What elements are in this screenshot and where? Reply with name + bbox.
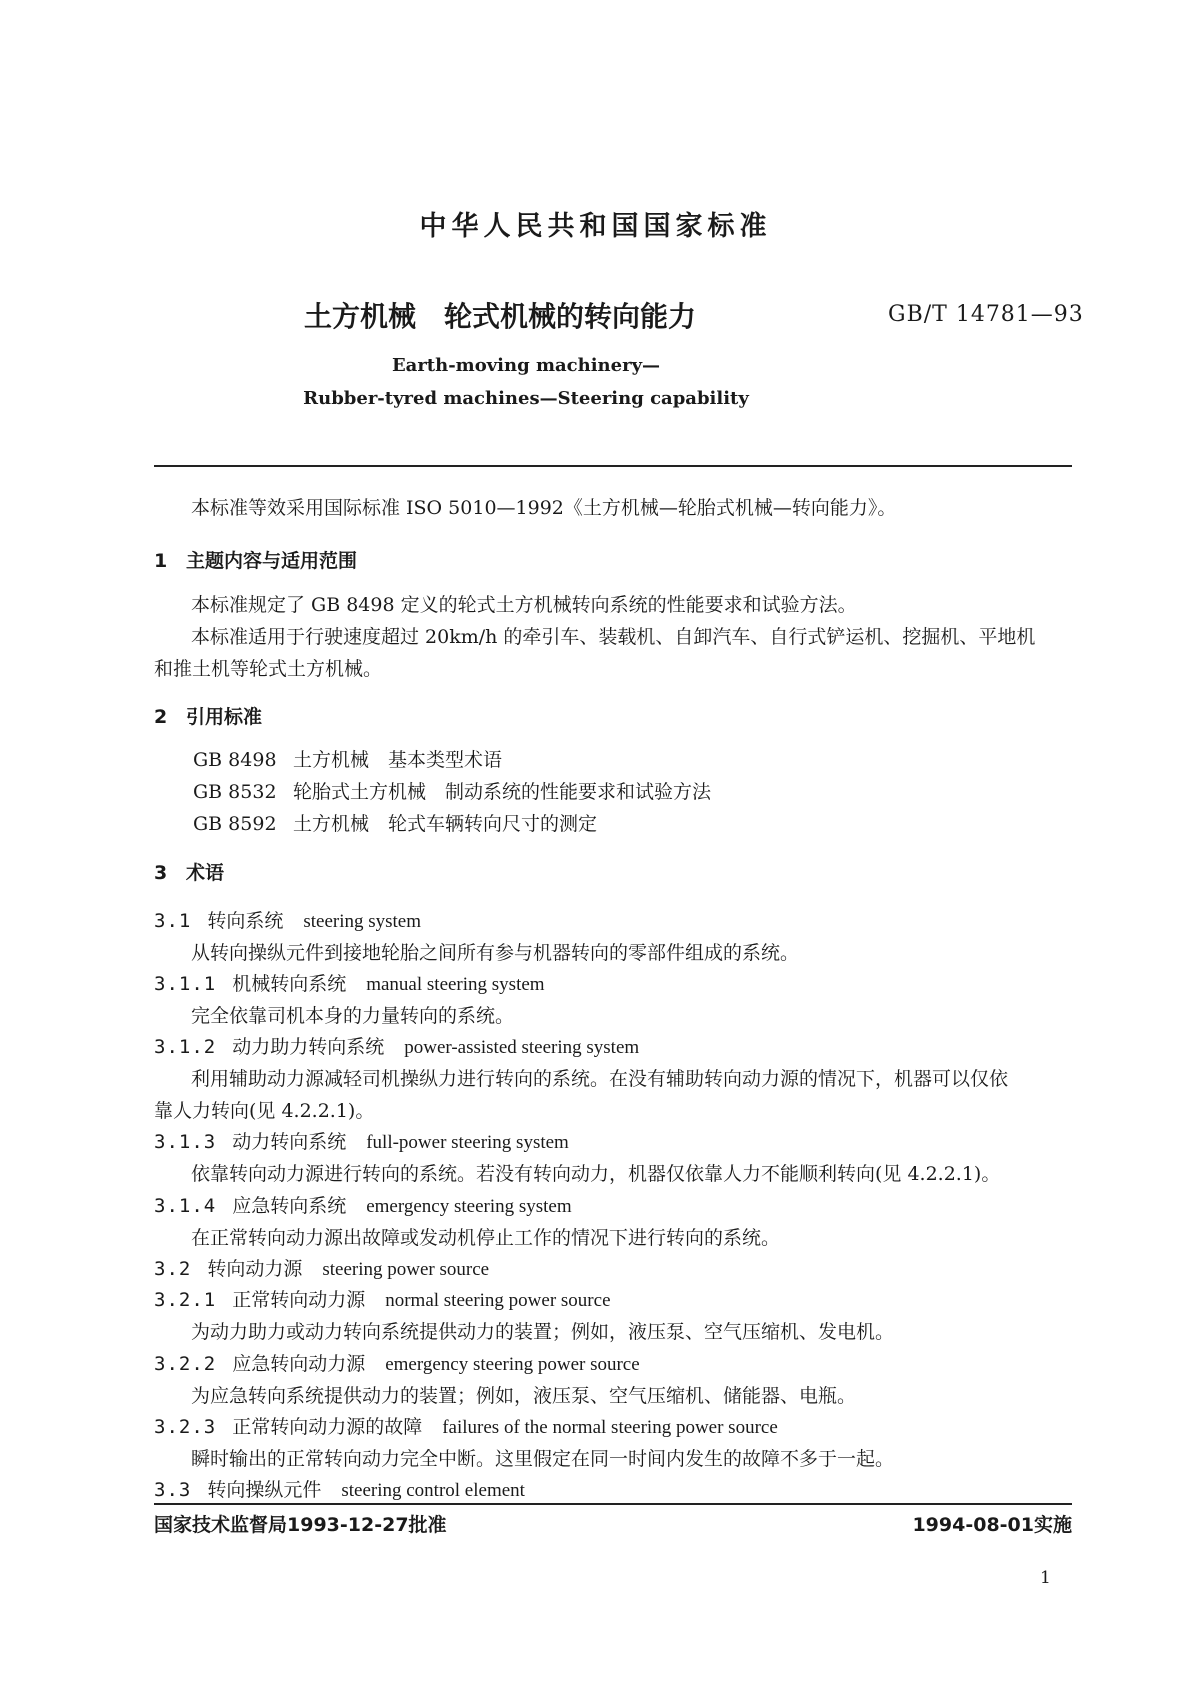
term-en: steering control element xyxy=(341,1480,525,1501)
term-en: full-power steering system xyxy=(366,1132,569,1153)
standard-number: GB/T 14781—93 xyxy=(888,302,1084,327)
section-number: 3 xyxy=(154,862,168,884)
document-title-cn: 土方机械 轮式机械的转向能力 xyxy=(304,300,697,333)
section-title: 术语 xyxy=(186,862,225,884)
national-standard-heading: 中华人民共和国国家标准 xyxy=(419,211,772,242)
header-rule xyxy=(154,465,1072,467)
term-en: emergency steering system xyxy=(366,1196,572,1217)
section-number: 1 xyxy=(154,550,168,572)
section-1-heading xyxy=(154,546,357,573)
document-title-en-line1: Earth-moving machinery— xyxy=(391,355,661,376)
term-number: 3.3 xyxy=(154,1479,192,1501)
term-definition: 利用辅助动力源减轻司机操纵力进行转向的系统。在没有辅助转向动力源的情况下，机器可以仅依 xyxy=(191,1068,1009,1090)
footer-rule xyxy=(154,1503,1072,1505)
reference-item xyxy=(193,745,502,772)
term-en: manual steering system xyxy=(366,974,545,995)
section-title: 主题内容与适用范围 xyxy=(186,550,358,572)
document-title-en-line2: Rubber-tyred machines—Steering capability xyxy=(303,388,749,409)
term-entry xyxy=(154,1254,489,1281)
term-definition: 在正常转向动力源出故障或发动机停止工作的情况下进行转向的系统。 xyxy=(191,1227,781,1249)
term-number: 3.2 xyxy=(154,1258,192,1280)
term-number: 3.1.4 xyxy=(154,1195,217,1217)
reference-code: GB 8592 xyxy=(193,813,277,835)
term-cn: 正常转向动力源的故障 xyxy=(232,1416,423,1438)
reference-title: 轮胎式土方机械 制动系统的性能要求和试验方法 xyxy=(293,781,712,803)
section-1-paragraph-2: 本标准适用于行驶速度超过 20km/h 的牵引车、装载机、自卸汽车、自行式铲运机、挖掘机、平地机 xyxy=(191,626,1036,648)
term-number: 3.2.1 xyxy=(154,1289,217,1311)
term-en: emergency steering power source xyxy=(385,1354,640,1375)
term-cn: 正常转向动力源 xyxy=(232,1289,366,1311)
reference-code: GB 8498 xyxy=(193,749,277,771)
term-definition: 瞬时输出的正常转向动力完全中断。这里假定在同一时间内发生的故障不多于一起。 xyxy=(191,1448,895,1470)
term-number: 3.1 xyxy=(154,910,192,932)
section-1-paragraph-2-cont: 和推土机等轮式土方机械。 xyxy=(154,658,383,680)
term-entry xyxy=(154,1475,525,1502)
term-cn: 应急转向动力源 xyxy=(232,1353,366,1375)
term-cn: 应急转向系统 xyxy=(232,1195,347,1217)
reference-item xyxy=(193,777,711,804)
reference-code: GB 8532 xyxy=(193,781,277,803)
term-definition: 为动力助力或动力转向系统提供动力的装置；例如，液压泵、空气压缩机、发电机。 xyxy=(191,1321,895,1343)
term-number: 3.1.2 xyxy=(154,1036,217,1058)
section-2-heading xyxy=(154,702,262,729)
term-cn: 动力助力转向系统 xyxy=(232,1036,385,1058)
implementation-date: 1994-08-01实施 xyxy=(912,1514,1072,1536)
term-en: steering system xyxy=(303,911,422,932)
term-cn: 转向系统 xyxy=(207,910,284,932)
term-entry xyxy=(154,1412,778,1439)
reference-title: 土方机械 轮式车辆转向尺寸的测定 xyxy=(293,813,598,835)
section-number: 2 xyxy=(154,706,168,728)
term-cn: 动力转向系统 xyxy=(232,1131,347,1153)
term-en: failures of the normal steering power source xyxy=(442,1417,778,1438)
term-en: steering power source xyxy=(322,1259,490,1280)
page-number: 1 xyxy=(1040,1568,1051,1588)
term-definition: 从转向操纵元件到接地轮胎之间所有参与机器转向的零部件组成的系统。 xyxy=(191,942,800,964)
term-definition: 为应急转向系统提供动力的装置；例如，液压泵、空气压缩机、储能器、电瓶。 xyxy=(191,1385,857,1407)
term-cn: 机械转向系统 xyxy=(232,973,347,995)
term-entry xyxy=(154,1127,569,1154)
term-cn: 转向动力源 xyxy=(207,1258,303,1280)
term-number: 3.1.3 xyxy=(154,1131,217,1153)
term-number: 3.1.1 xyxy=(154,973,217,995)
term-cn: 转向操纵元件 xyxy=(207,1479,322,1501)
reference-title: 土方机械 基本类型术语 xyxy=(293,749,503,771)
term-entry xyxy=(154,1349,640,1376)
approval-line: 国家技术监督局1993-12-27批准 xyxy=(154,1514,447,1536)
term-en: power-assisted steering system xyxy=(404,1037,640,1058)
term-number: 3.2.3 xyxy=(154,1416,217,1438)
intro-paragraph: 本标准等效采用国际标准 ISO 5010—1992《土方机械—轮胎式机械—转向能力》。 xyxy=(191,497,897,519)
term-definition: 完全依靠司机本身的力量转向的系统。 xyxy=(191,1005,515,1027)
term-number: 3.2.2 xyxy=(154,1353,217,1375)
term-entry xyxy=(154,906,421,933)
term-entry xyxy=(154,1032,639,1059)
term-entry xyxy=(154,969,545,996)
term-entry xyxy=(154,1285,611,1312)
term-definition: 依靠转向动力源进行转向的系统。若没有转向动力，机器仅依靠人力不能顺利转向(见 4.2.2.1)。 xyxy=(191,1163,1001,1185)
section-3-heading xyxy=(154,858,224,885)
term-entry xyxy=(154,1191,572,1218)
term-definition-cont: 靠人力转向(见 4.2.2.1)。 xyxy=(154,1100,375,1122)
reference-item xyxy=(193,809,597,836)
section-1-paragraph-1: 本标准规定了 GB 8498 定义的轮式土方机械转向系统的性能要求和试验方法。 xyxy=(191,594,857,616)
section-title: 引用标准 xyxy=(186,706,263,728)
term-en: normal steering power source xyxy=(385,1290,611,1311)
